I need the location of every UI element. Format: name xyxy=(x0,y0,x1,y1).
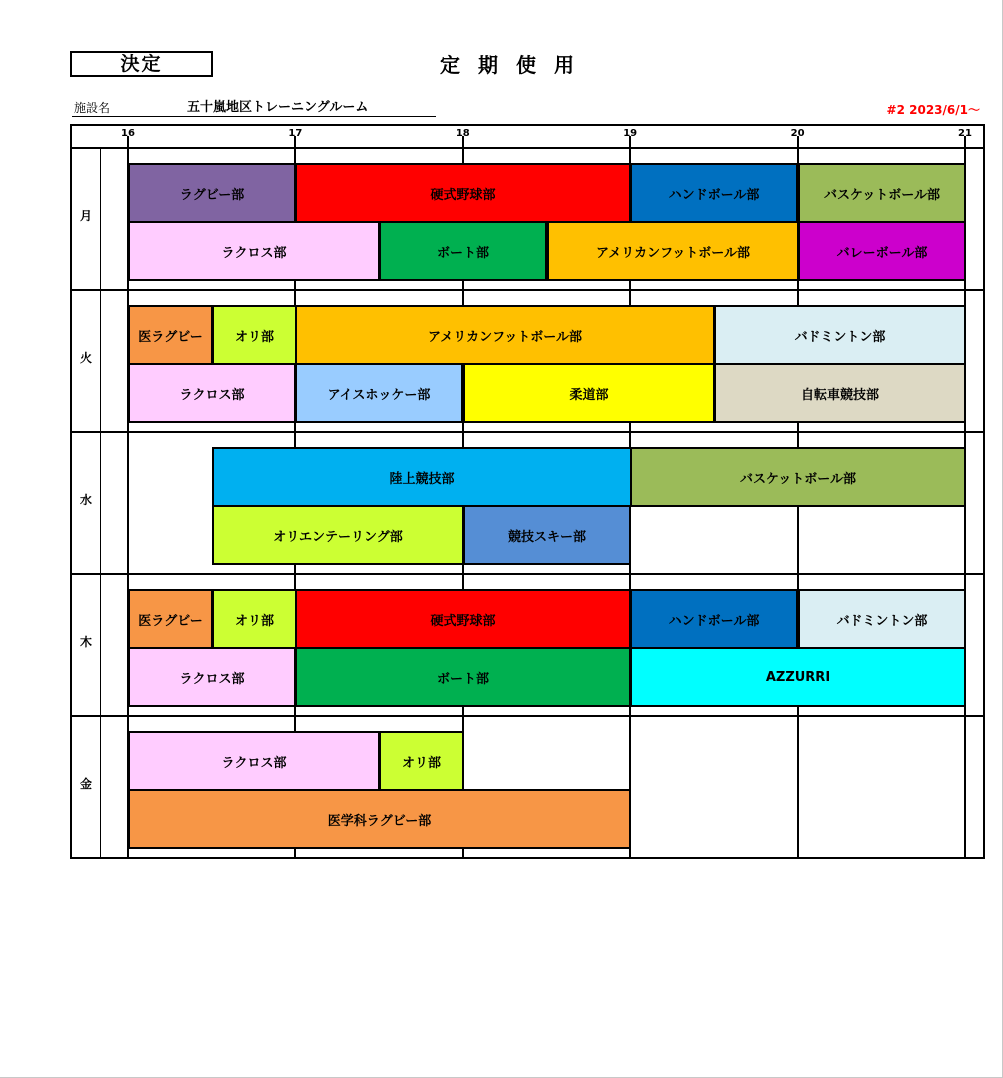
schedule-block: オリエンテーリング部 xyxy=(212,505,464,565)
day-separator xyxy=(70,289,985,291)
time-tick-label: 18 xyxy=(455,128,470,139)
schedule-block: 医ラグビー xyxy=(128,305,213,365)
schedule-block: ハンドボール部 xyxy=(630,589,798,649)
grid-header-line xyxy=(70,147,985,149)
time-tick-label: 16 xyxy=(121,128,135,139)
day-label: 月 xyxy=(79,209,92,223)
schedule-block: 柔道部 xyxy=(463,363,715,423)
schedule-block: アメリカンフットボール部 xyxy=(295,305,715,365)
grid-border-bottom xyxy=(70,857,985,859)
grid-border-right xyxy=(983,124,985,859)
page-title: 定期使用 xyxy=(440,53,592,77)
schedule-block: バドミントン部 xyxy=(714,305,966,365)
schedule-block: 競技スキー部 xyxy=(463,505,631,565)
status-box: 決定 xyxy=(70,51,213,77)
schedule-block: バスケットボール部 xyxy=(798,163,966,223)
schedule-block: オリ部 xyxy=(212,305,297,365)
schedule-block: 医ラグビー xyxy=(128,589,213,649)
schedule-block: 陸上競技部 xyxy=(212,447,632,507)
schedule-block: 硬式野球部 xyxy=(295,589,631,649)
schedule-block: ラクロス部 xyxy=(128,221,380,281)
schedule-block: バドミントン部 xyxy=(798,589,966,649)
day-label: 木 xyxy=(79,635,92,649)
day-label: 水 xyxy=(79,493,92,507)
grid-day-column-line xyxy=(100,147,101,857)
schedule-block: バスケットボール部 xyxy=(630,447,966,507)
day-separator xyxy=(70,431,985,433)
schedule-block: AZZURRI xyxy=(630,647,966,707)
day-separator xyxy=(70,573,985,575)
schedule-block: バレーボール部 xyxy=(798,221,966,281)
schedule-block: アメリカンフットボール部 xyxy=(547,221,799,281)
day-label: 火 xyxy=(79,351,92,365)
time-tick-label: 21 xyxy=(958,128,972,139)
schedule-block: ラグビー部 xyxy=(128,163,296,223)
day-separator xyxy=(70,715,985,717)
facility-label: 施設名 xyxy=(74,101,111,115)
facility-name: 五十嵐地区トレーニングルーム xyxy=(187,100,369,115)
time-tick-label: 17 xyxy=(288,128,303,139)
schedule-block: ラクロス部 xyxy=(128,647,296,707)
schedule-block: 医学科ラグビー部 xyxy=(128,789,631,849)
time-tick-label: 20 xyxy=(790,128,805,139)
schedule-block: ボート部 xyxy=(295,647,631,707)
schedule-block: ボート部 xyxy=(379,221,547,281)
schedule-block: 硬式野球部 xyxy=(295,163,631,223)
schedule-block: オリ部 xyxy=(212,589,297,649)
day-label: 金 xyxy=(79,777,92,791)
grid-border-top xyxy=(70,124,985,126)
revision-label: #2 2023/6/1～ xyxy=(886,103,980,117)
time-tick-label: 19 xyxy=(623,128,638,139)
schedule-block: ラクロス部 xyxy=(128,363,296,423)
schedule-block: ハンドボール部 xyxy=(630,163,798,223)
schedule-block: オリ部 xyxy=(379,731,464,791)
schedule-block: ラクロス部 xyxy=(128,731,380,791)
schedule-block: アイスホッケー部 xyxy=(295,363,463,423)
schedule-block: 自転車競技部 xyxy=(714,363,966,423)
